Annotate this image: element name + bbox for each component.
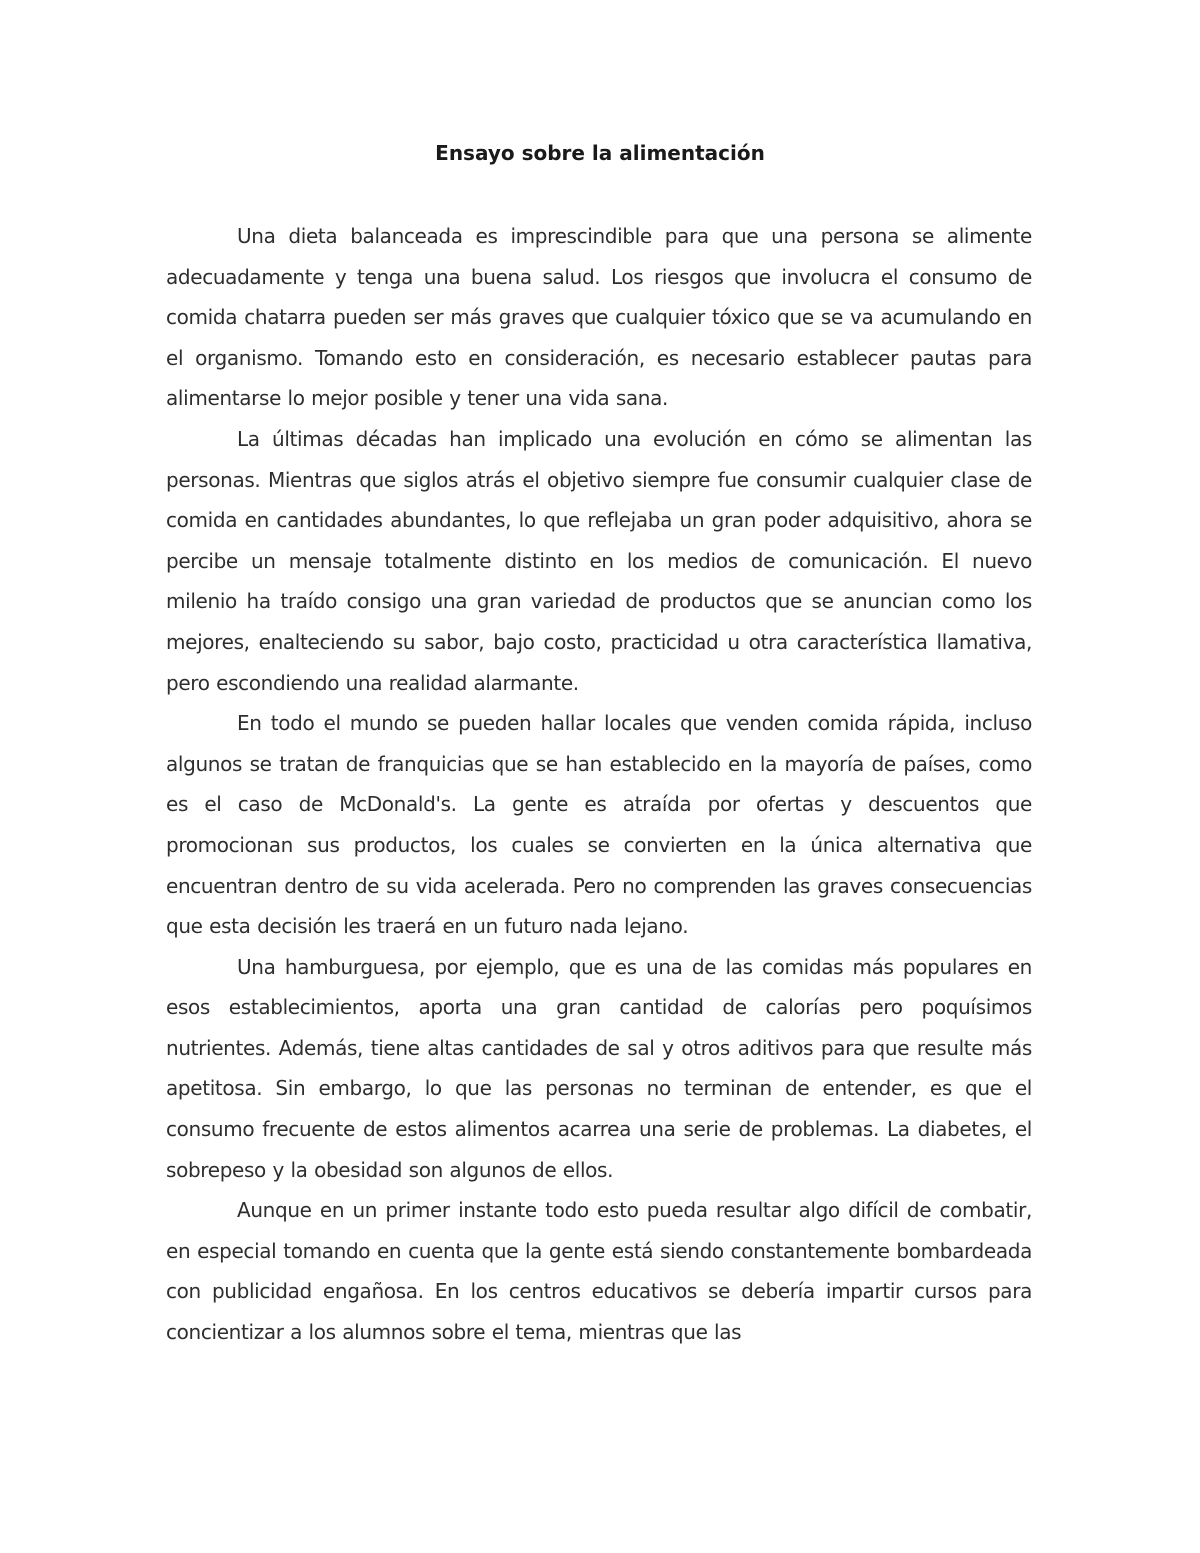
document-body — [166, 216, 1032, 1353]
paragraph-1: Una dieta balanceada es imprescindible para que una persona se alimente adecuadamente y tenga una buena salud. Los riesgos que involucra el consumo de comida chatarra pueden ser más graves que cualquier tóxico que se va acumulando en el organismo. Tomando esto en consideración, es necesario establecer pautas para alimentarse lo mejor posible y tener una vida sana. — [166, 224, 1032, 411]
paragraph-3: En todo el mundo se pueden hallar locales que venden comida rápida, incluso algunos se tratan de franquicias que se han establecido en la mayoría de países, como es el caso de McDonald's. La gente es atraída por ofertas y descuentos que promocionan sus productos, los cuales se convierten en la única alternativa que encuentran dentro de su vida acelerada. Pero no comprenden las graves consecuencias que esta decisión les traerá en un futuro nada lejano. — [166, 711, 1032, 939]
paragraph-2: La últimas décadas han implicado una evolución en cómo se alimentan las personas. Mientras que siglos atrás el objetivo siempre fue consumir cualquier clase de comida en cantidades abundantes, lo que reflejaba un gran poder adquisitivo, ahora se percibe un mensaje totalmente distinto en los medios de comunicación. El nuevo milenio ha traído consigo una gran variedad de productos que se anuncian como los mejores, enalteciendo su sabor, bajo costo, practicidad u otra característica llamativa, pero escondiendo una realidad alarmante. — [166, 426, 1032, 695]
paragraph-4: Una hamburguesa, por ejemplo, que es una de las comidas más populares en esos establecimientos, aporta una gran cantidad de calorías pero poquísimos nutrientes. Además, tiene altas cantidades de sal y otros aditivos para que resulte más apetitosa. Sin embargo, lo que las personas no terminan de entender, es que el consumo frecuente de estos alimentos acarrea una serie de problemas. La diabetes, el sobrepeso y la obesidad son algunos de ellos. — [166, 954, 1032, 1182]
paragraph-5: Aunque en un primer instante todo esto pueda resultar algo difícil de combatir, en especial tomando en cuenta que la gente está siendo constantemente bombardeada con publicidad engañosa. En los centros educativos se debería impartir cursos para concientizar a los alumnos sobre el tema, mientras que las — [166, 1198, 1032, 1345]
document-title: Ensayo sobre la alimentación — [435, 141, 765, 165]
